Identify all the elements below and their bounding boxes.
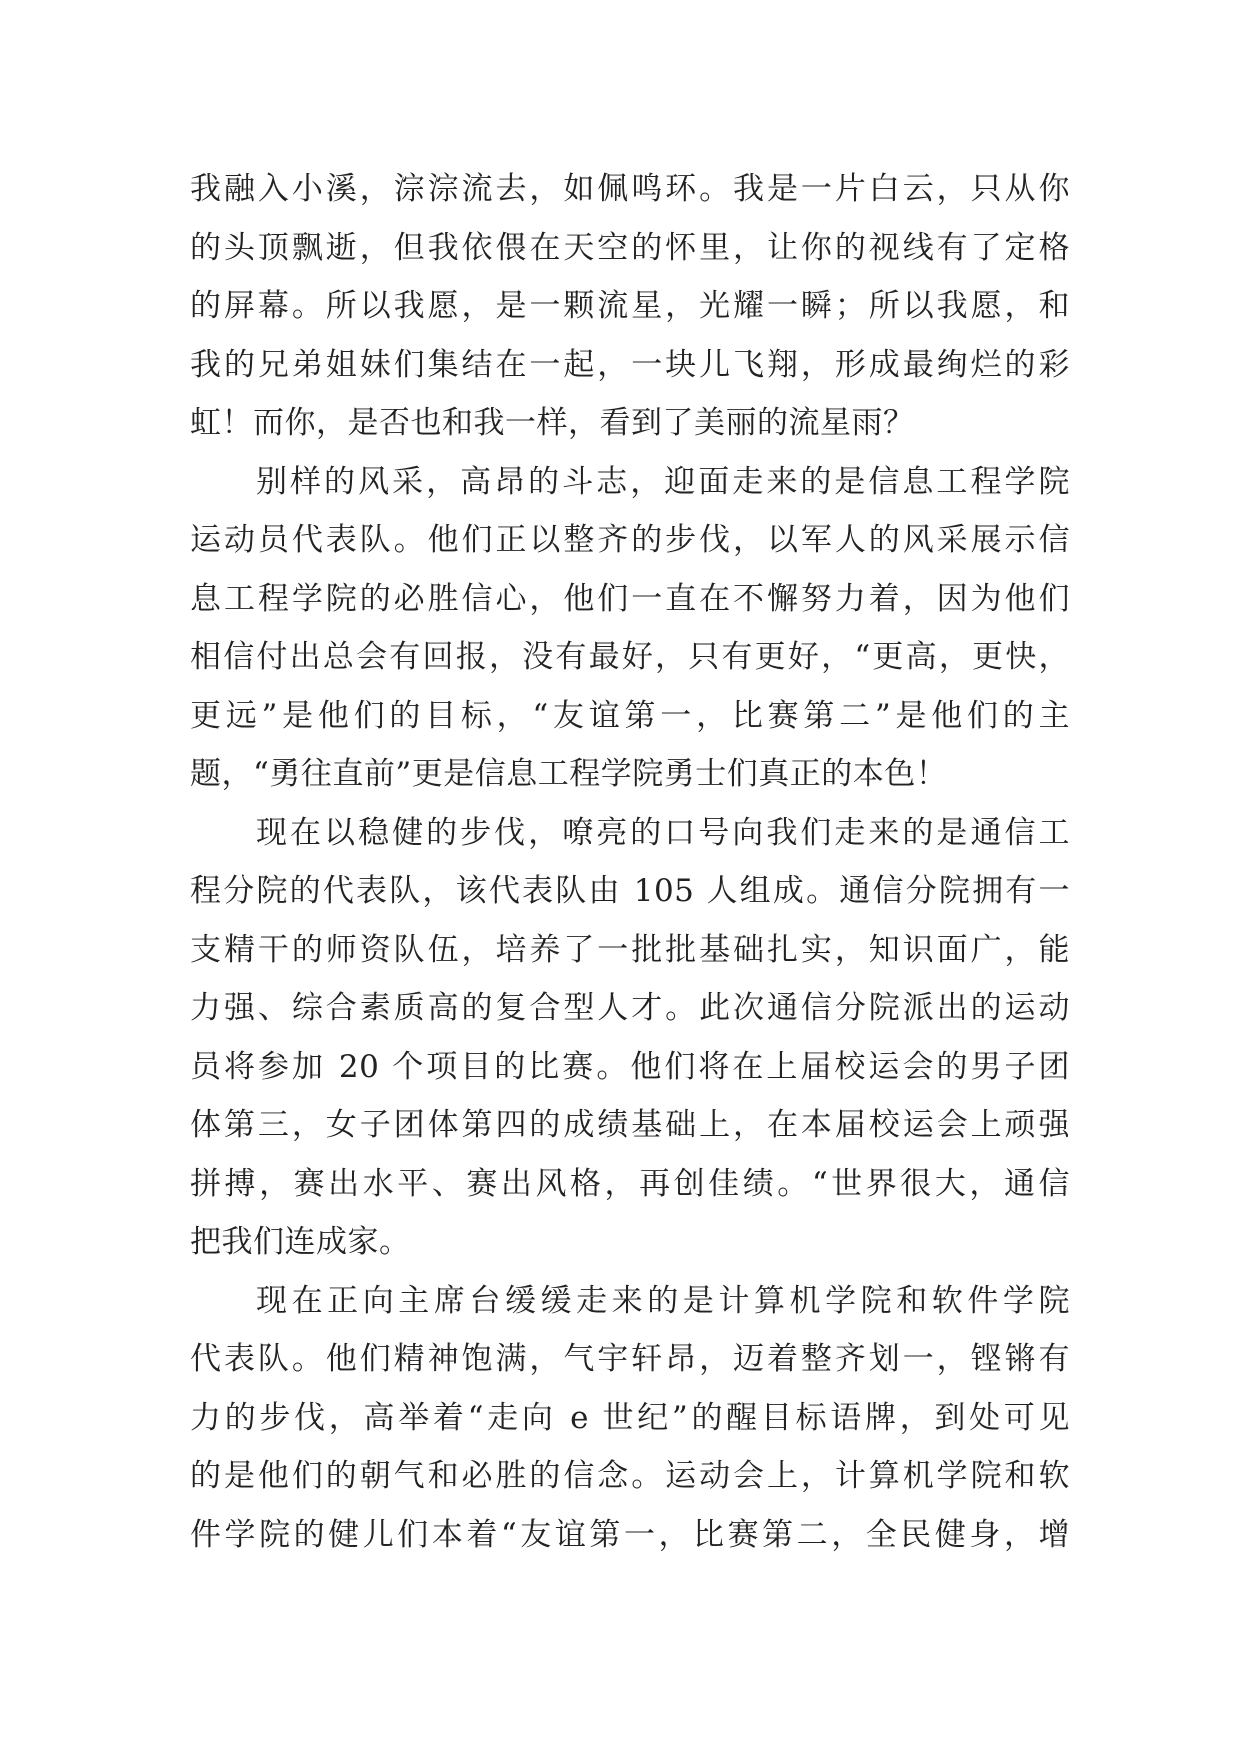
text-line: 代表队。他们精神饱满，气宇轩昂，迈着整齐划一，铿锵有 [190, 1341, 1070, 1377]
text-line: 题，“勇往直前”更是信息工程学院勇士们真正的本色！ [190, 756, 948, 792]
text-line: 程分院的代表队，该代表队由 105 人组成。通信分院拥有一 [190, 873, 1070, 909]
text-line: 支精干的师资队伍，培养了一批批基础扎实，知识面广，能 [190, 931, 1070, 968]
paragraph [190, 160, 1070, 453]
text-line: 员将参加 20 个项目的比赛。他们将在上届校运会的男子团 [190, 1048, 1070, 1085]
text-line: 的屏幕。所以我愿，是一颗流星，光耀一瞬；所以我愿，和 [190, 288, 1070, 324]
text-line: 别样的风采，高昂的斗志，迎面走来的是信息工程学院 [256, 463, 1070, 500]
text-line: 我的兄弟姐妹们集结在一起，一块儿飞翔，形成最绚烂的彩 [190, 346, 1070, 383]
paragraph [190, 1272, 1070, 1565]
text-line: 体第三，女子团体第四的成绩基础上，在本届校运会上顽强 [190, 1107, 1070, 1143]
text-line: 运动员代表队。他们正以整齐的步伐，以军人的风采展示信 [190, 522, 1070, 558]
text-line: 力强、综合素质高的复合型人才。此次通信分院派出的运动 [190, 990, 1070, 1026]
text-line: 力的步伐，高举着“走向 e 世纪”的醒目标语牌，到处可见 [190, 1399, 1070, 1436]
document-body [190, 160, 1070, 1564]
text-line: 现在正向主席台缓缓走来的是计算机学院和软件学院 [256, 1282, 1070, 1319]
paragraph [190, 804, 1070, 1272]
text-line: 的是他们的朝气和必胜的信念。运动会上，计算机学院和软 [190, 1458, 1070, 1494]
text-line: 现在以稳健的步伐，嘹亮的口号向我们走来的是通信工 [256, 814, 1070, 851]
text-line: 虹！而你，是否也和我一样，看到了美丽的流星雨？ [190, 405, 915, 441]
text-line: 更远”是他们的目标，“友谊第一，比赛第二”是他们的主 [190, 697, 1070, 734]
text-line: 件学院的健儿们本着“友谊第一，比赛第二，全民健身，增 [190, 1516, 1070, 1553]
text-line: 相信付出总会有回报，没有最好，只有更好，“更高，更快， [190, 639, 1070, 675]
text-line: 把我们连成家。 [190, 1224, 411, 1260]
text-line: 息工程学院的必胜信心，他们一直在不懈努力着，因为他们 [190, 580, 1070, 617]
text-line: 拼搏，赛出水平、赛出风格，再创佳绩。“世界很大，通信 [190, 1165, 1070, 1202]
paragraph [190, 453, 1070, 804]
text-line: 我融入小溪，淙淙流去，如佩鸣环。我是一片白云，只从你 [190, 171, 1070, 207]
text-line: 的头顶飘逝，但我依偎在天空的怀里，让你的视线有了定格 [190, 229, 1070, 266]
